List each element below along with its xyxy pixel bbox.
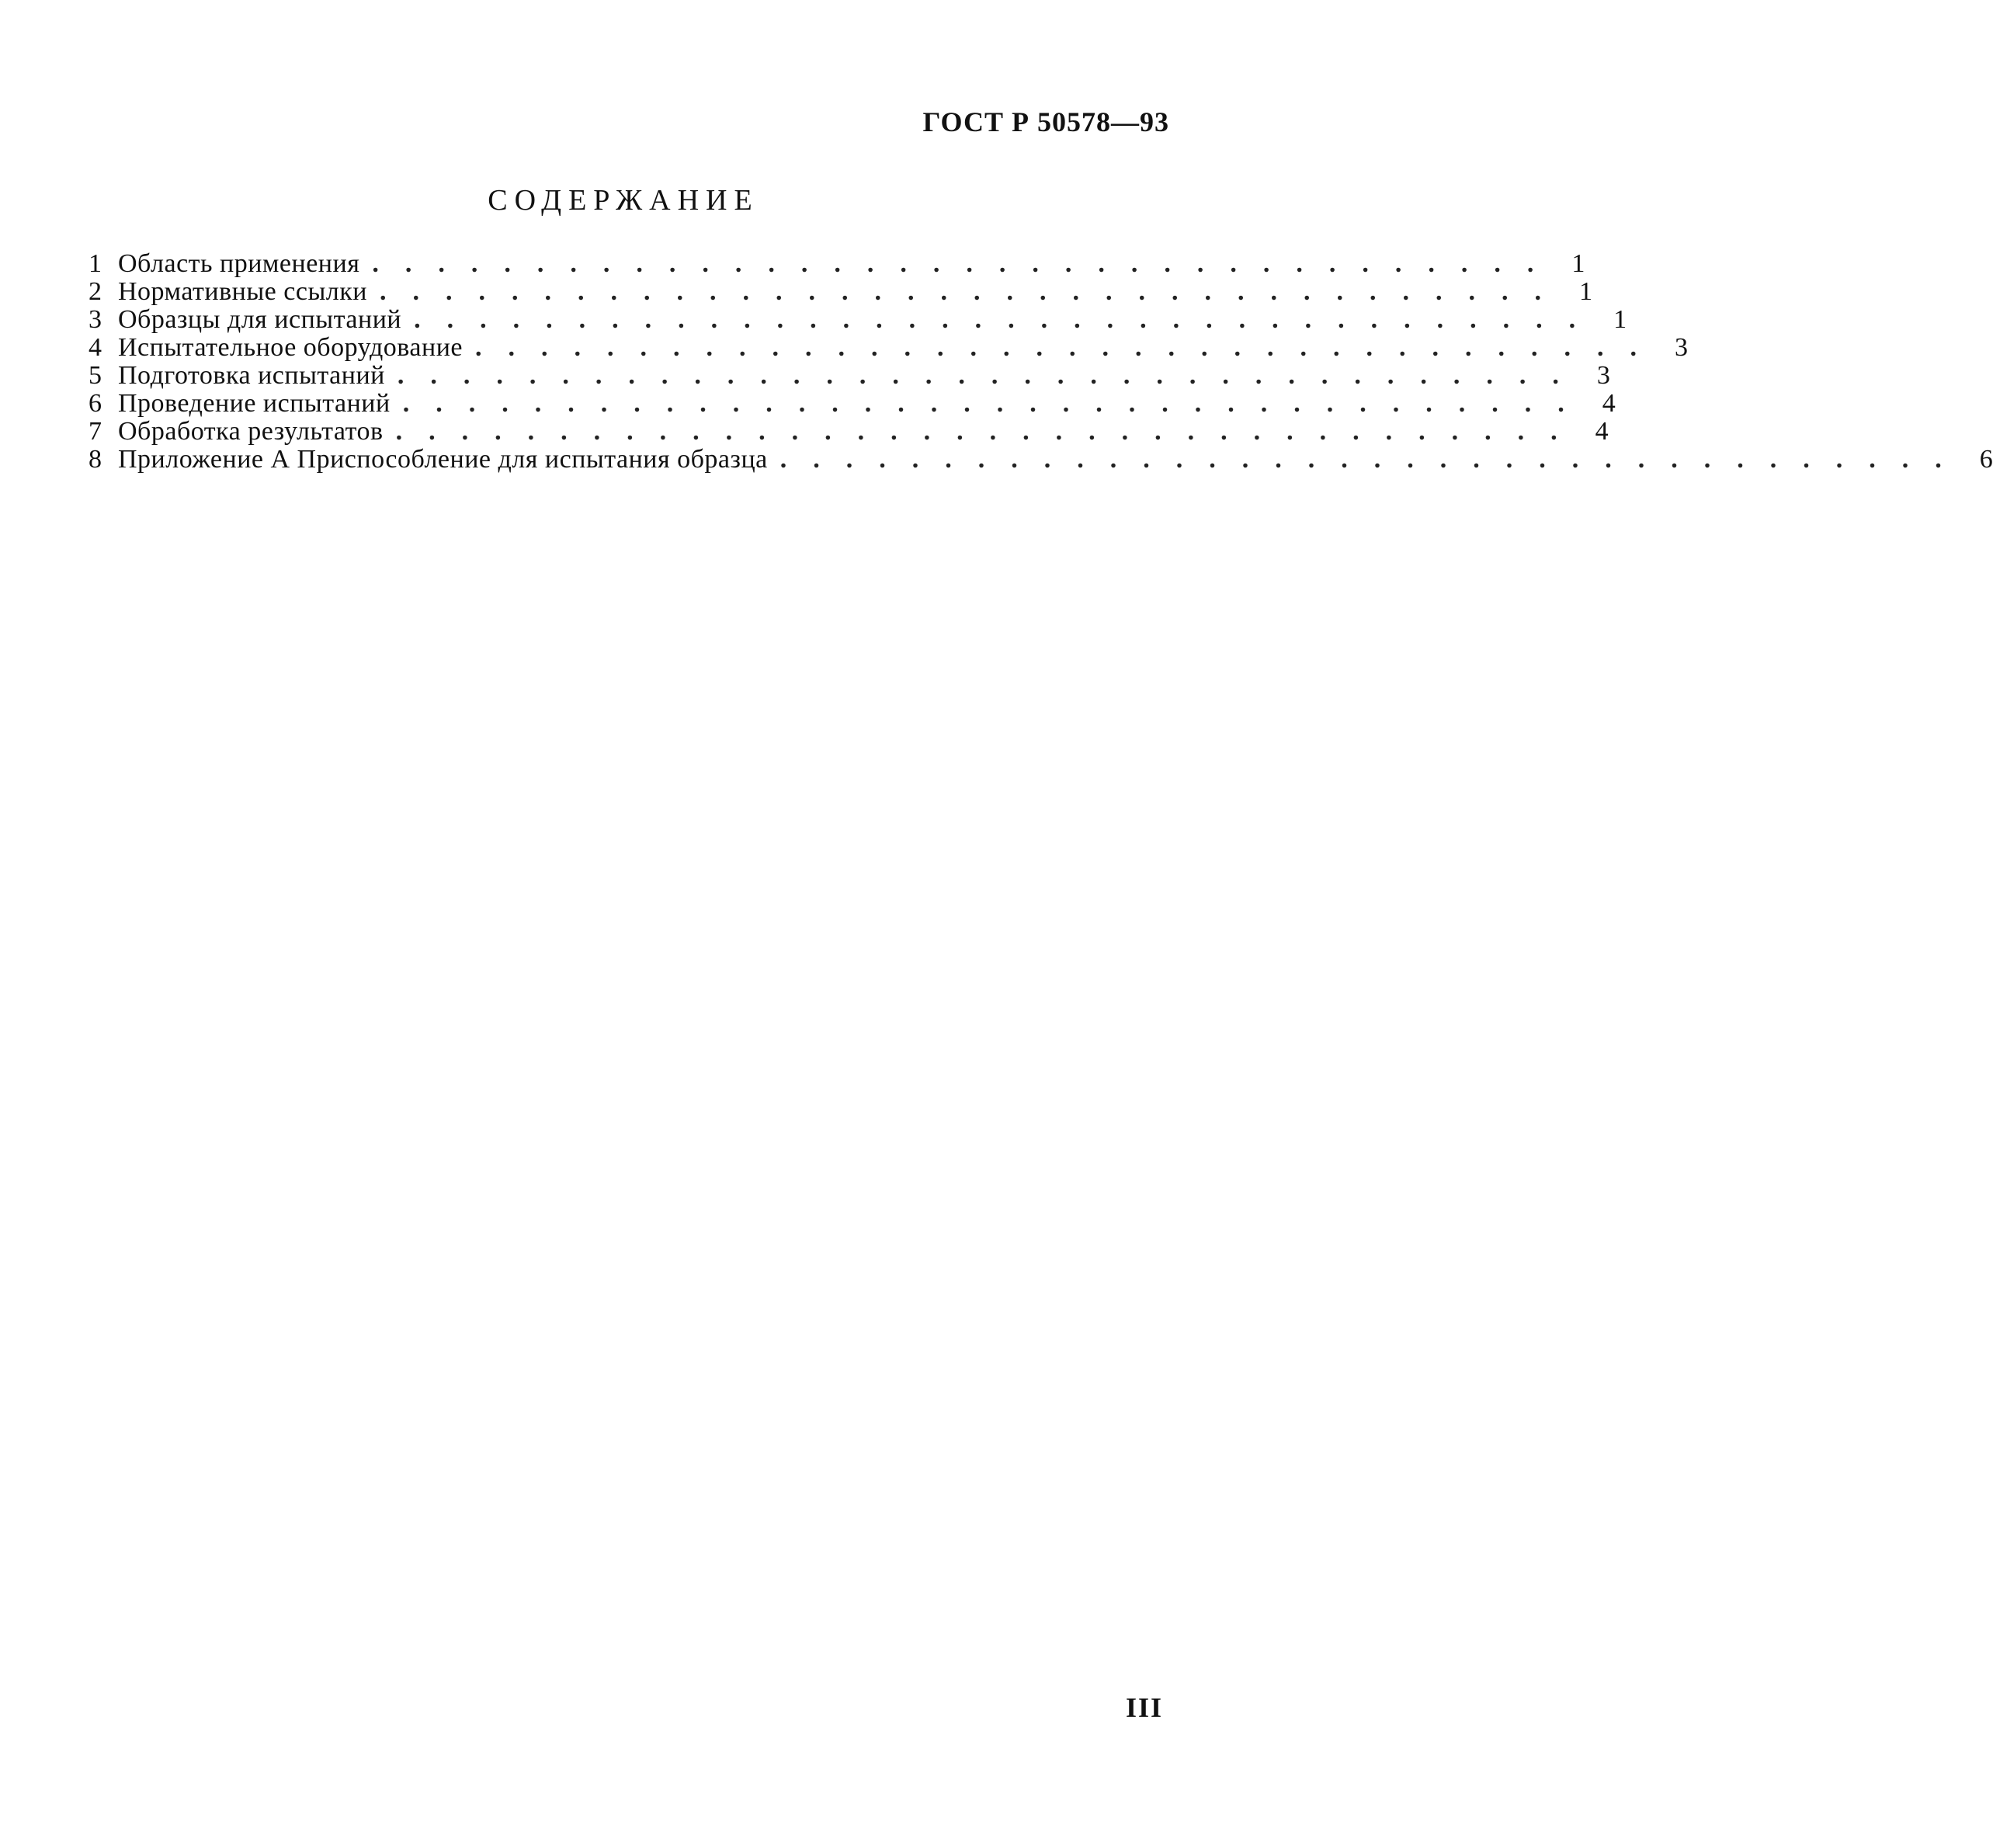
toc-item[interactable]	[89, 333, 1688, 362]
toc-item-page: 4	[1595, 417, 1609, 446]
toc-item-number: 1	[89, 249, 102, 278]
toc-item-page: 1	[1571, 249, 1585, 278]
toc-dot-leader: ....................................	[372, 249, 1561, 278]
toc-item-number: 2	[89, 277, 102, 306]
toc-item-label: Обработка результатов	[118, 417, 384, 446]
toc-item-number: 6	[89, 389, 102, 418]
toc-item[interactable]	[89, 445, 1993, 474]
toc-dot-leader: ....................................	[395, 417, 1584, 446]
toc-item-number: 5	[89, 361, 102, 390]
toc-item[interactable]	[89, 249, 1585, 278]
toc-item-label: Испытательное оборудование	[118, 333, 463, 362]
toc-item[interactable]	[89, 277, 1592, 306]
toc-item-number: 7	[89, 417, 102, 446]
toc-item[interactable]	[89, 305, 1627, 334]
toc-item-page: 1	[1578, 277, 1592, 306]
toc-item-label: Проведение испытаний	[118, 389, 391, 418]
toc-item[interactable]	[89, 417, 1609, 446]
page-number: III	[1125, 1692, 1163, 1723]
toc-item[interactable]	[89, 389, 1616, 418]
toc-dot-leader: ....................................	[397, 361, 1585, 390]
toc-item-page: 1	[1613, 305, 1627, 334]
toc-item-page: 6	[1979, 445, 1993, 474]
toc-title: СОДЕРЖАНИЕ	[488, 184, 759, 217]
document-code: ГОСТ Р 50578—93	[922, 106, 1169, 137]
toc-dot-leader: ....................................	[379, 277, 1568, 306]
toc-dot-leader: ....................................	[474, 333, 1663, 362]
toc-list	[89, 249, 1993, 474]
toc-item-label: Подготовка испытаний	[118, 361, 385, 390]
toc-item-page: 3	[1674, 333, 1688, 362]
toc-item[interactable]	[89, 361, 1610, 390]
toc-item-number: 8	[89, 445, 102, 474]
toc-dot-leader: ....................................	[402, 389, 1591, 418]
toc-item-page: 4	[1602, 389, 1616, 418]
toc-item-number: 3	[89, 305, 102, 334]
toc-item-label: Нормативные ссылки	[118, 277, 367, 306]
toc-item-page: 3	[1596, 361, 1610, 390]
toc-item-label: Образцы для испытаний	[118, 305, 402, 334]
toc-dot-leader: ....................................	[414, 305, 1602, 334]
toc-dot-leader: ....................................	[779, 445, 1968, 474]
toc-item-number: 4	[89, 333, 102, 362]
toc-item-label: Приложение А Приспособление для испытания образца	[118, 445, 768, 474]
toc-item-label: Область применения	[118, 249, 360, 278]
